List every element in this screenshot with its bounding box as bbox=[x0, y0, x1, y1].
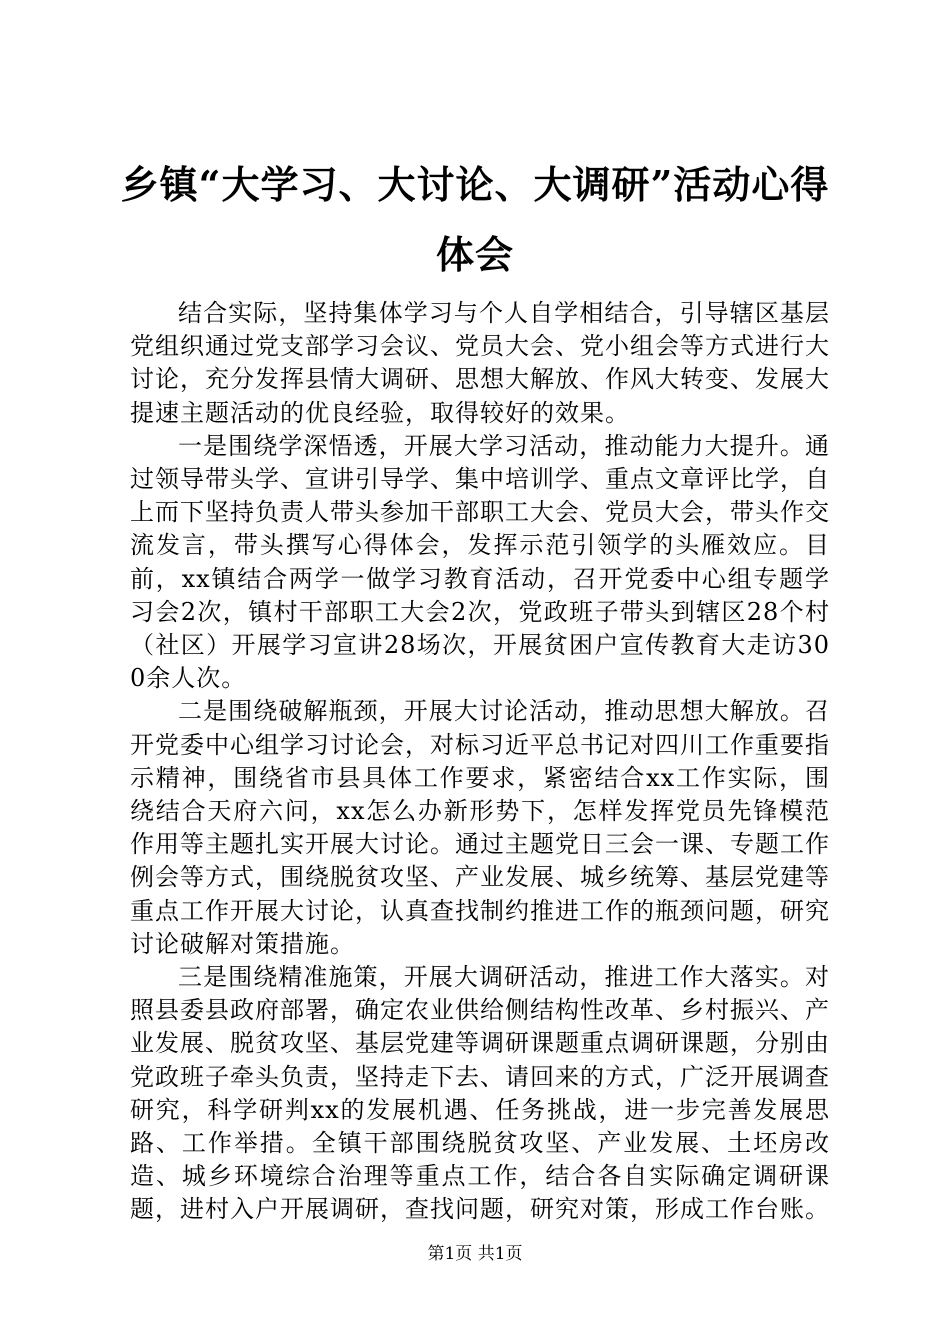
paragraph-study: 一是围绕学深悟透，开展大学习活动，推动能力大提升。通过领导带头学、宣讲引导学、集中培训学、重点文章评比学，自上而下坚持负责人带头参加干部职工大会、党员大会，带头作交流发言，带头撰写心得体会，发挥示范引领学的头雁效应。目前，xx镇结合两学一做学习教育活动，召开党委中心组专题学习会2次，镇村干部职工大会2次，党政班子带头到辖区28个村（社区）开展学习宣讲28场次，开展贫困户宣传教育大走访300余人次。 bbox=[130, 431, 830, 693]
paragraph-discussion: 二是围绕破解瓶颈，开展大讨论活动，推动思想大解放。召开党委中心组学习讨论会，对标习近平总书记对四川工作重要指示精神，围绕省市县具体工作要求，紧密结合xx工作实际，围绕结合天府六问，xx怎么办新形势下，怎样发挥党员先锋模范作用等主题扎实开展大讨论。通过主题党日三会一课、专题工作例会等方式，围绕脱贫攻坚、产业发展、城乡统筹、基层党建等重点工作开展大讨论，认真查找制约推进工作的瓶颈问题，研究讨论破解对策措施。 bbox=[130, 697, 830, 958]
page-footer bbox=[0, 1242, 950, 1266]
page-indicator: 第1页 共1页 bbox=[427, 1244, 523, 1264]
document-body bbox=[130, 297, 830, 1227]
document-title: 乡镇“大学习、大讨论、大调研”活动心得体会 bbox=[120, 162, 830, 277]
paragraph-intro: 结合实际，坚持集体学习与个人自学相结合，引导辖区基层党组织通过党支部学习会议、党员大会、党小组会等方式进行大讨论，充分发挥县情大调研、思想大解放、作风大转变、发展大提速主题活动的优良经验，取得较好的效果。 bbox=[130, 299, 830, 427]
paragraph-research: 三是围绕精准施策，开展大调研活动，推进工作大落实。对照县委县政府部署，确定农业供给侧结构性改革、乡村振兴、产业发展、脱贫攻坚、基层党建等调研课题重点调研课题，分别由党政班子牵头负责，坚持走下去、请回来的方式，广泛开展调查研究，科学研判xx的发展机遇、任务挑战，进一步完善发展思路、工作举措。全镇干部围绕脱贫攻坚、产业发展、土坯房改造、城乡环境综合治理等重点工作，结合各自实际确定调研课题，进村入户开展调研，查找问题，研究对策，形成工作台账。 bbox=[130, 963, 830, 1224]
